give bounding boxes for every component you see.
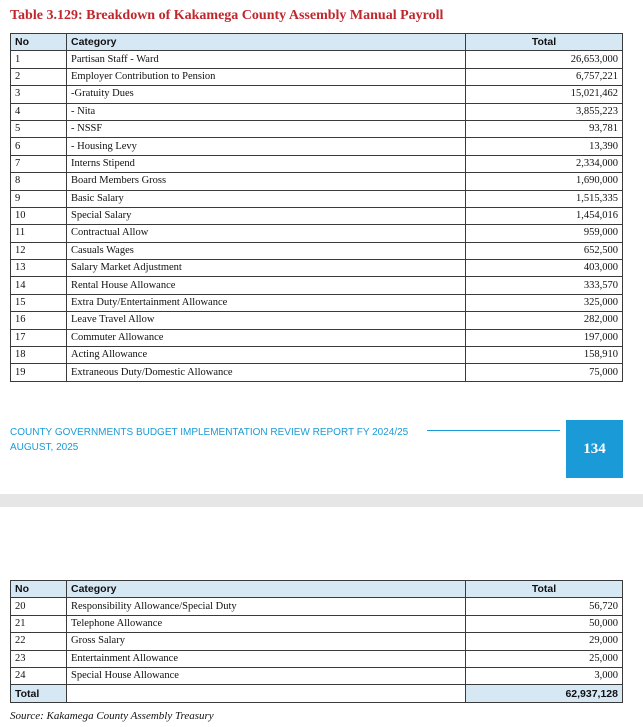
total-row [11,685,623,702]
cell-category: Special Salary [67,207,466,224]
cell-total: 1,454,016 [466,207,623,224]
table-row [11,242,623,259]
cell-total: 6,757,221 [466,68,623,85]
table-row [11,277,623,294]
cell-total: 29,000 [466,633,623,650]
cell-no: 20 [11,598,67,615]
cell-total: 50,000 [466,615,623,632]
cell-category: -Gratuity Dues [67,86,466,103]
cell-total: 25,000 [466,650,623,667]
cell-category: Casuals Wages [67,242,466,259]
table-row [11,615,623,632]
table-row [11,650,623,667]
table-row [11,173,623,190]
table-row [11,225,623,242]
table-row [11,347,623,364]
cell-no: 5 [11,120,67,137]
cell-total: 56,720 [466,598,623,615]
footer-report-title: COUNTY GOVERNMENTS BUDGET IMPLEMENTATION REVIEW REPORT FY 2024/25 [10,427,409,438]
cell-category: Board Members Gross [67,173,466,190]
table-row [11,633,623,650]
footer-date: AUGUST, 2025 [10,442,79,453]
column-header-category: Category [67,34,466,51]
cell-no: 9 [11,190,67,207]
cell-no: 17 [11,329,67,346]
cell-category: Entertainment Allowance [67,650,466,667]
cell-no: 7 [11,155,67,172]
cell-no: 14 [11,277,67,294]
cell-total: 1,690,000 [466,173,623,190]
cell-category: Employer Contribution to Pension [67,68,466,85]
cell-total: 325,000 [466,294,623,311]
cell-total: 75,000 [466,364,623,381]
cell-total: 282,000 [466,312,623,329]
footer-divider [427,430,560,431]
table-row [11,190,623,207]
cell-category: Rental House Allowance [67,277,466,294]
grand-total-value: 62,937,128 [466,685,623,702]
table-row [11,86,623,103]
table-row [11,329,623,346]
table-row [11,598,623,615]
cell-no: 23 [11,650,67,667]
cell-category: Contractual Allow [67,225,466,242]
cell-category: - Housing Levy [67,138,466,155]
cell-category: Commuter Allowance [67,329,466,346]
table-row [11,667,623,684]
column-header-total: Total [466,34,623,51]
cell-total: 333,570 [466,277,623,294]
cell-category: Responsibility Allowance/Special Duty [67,598,466,615]
table-row [11,155,623,172]
cell-total: 959,000 [466,225,623,242]
cell-no: 1 [11,51,67,68]
cell-category: Acting Allowance [67,347,466,364]
cell-total: 197,000 [466,329,623,346]
total-label: Total [11,685,67,702]
table-body-part1 [11,51,623,381]
source-note: Source: Kakamega County Assembly Treasury [10,710,214,722]
table-row [11,51,623,68]
cell-no: 24 [11,667,67,684]
table-row [11,120,623,137]
cell-category: Leave Travel Allow [67,312,466,329]
cell-no: 13 [11,260,67,277]
payroll-table-part1 [10,33,623,382]
cell-category: Extraneous Duty/Domestic Allowance [67,364,466,381]
cell-no: 10 [11,207,67,224]
cell-total: 3,000 [466,667,623,684]
cell-total: 26,653,000 [466,51,623,68]
column-header-no: No [11,34,67,51]
cell-no: 22 [11,633,67,650]
table-title: Table 3.129: Breakdown of Kakamega County Assembly Manual Payroll [10,8,444,23]
table-row [11,103,623,120]
cell-no: 11 [11,225,67,242]
table-row [11,138,623,155]
table-row [11,260,623,277]
cell-category: Gross Salary [67,633,466,650]
cell-total: 158,910 [466,347,623,364]
cell-no: 16 [11,312,67,329]
cell-no: 19 [11,364,67,381]
cell-no: 21 [11,615,67,632]
table-row [11,364,623,381]
cell-category: Telephone Allowance [67,615,466,632]
table-row [11,207,623,224]
cell-no: 4 [11,103,67,120]
table-row [11,294,623,311]
cell-no: 6 [11,138,67,155]
cell-total: 3,855,223 [466,103,623,120]
total-category-cell [67,685,466,702]
table-header-row [11,34,623,51]
report-footer [10,425,422,455]
cell-no: 18 [11,347,67,364]
cell-no: 8 [11,173,67,190]
cell-category: Special House Allowance [67,667,466,684]
cell-category: - Nita [67,103,466,120]
table-header-row [11,581,623,598]
cell-category: Basic Salary [67,190,466,207]
cell-total: 15,021,462 [466,86,623,103]
column-header-category: Category [67,581,466,598]
cell-no: 2 [11,68,67,85]
cell-total: 1,515,335 [466,190,623,207]
cell-total: 2,334,000 [466,155,623,172]
column-header-total: Total [466,581,623,598]
cell-no: 3 [11,86,67,103]
cell-total: 403,000 [466,260,623,277]
table-body-part2 [11,598,623,685]
page-number-badge: 134 [566,420,623,478]
cell-total: 652,500 [466,242,623,259]
table-row [11,312,623,329]
cell-category: - NSSF [67,120,466,137]
cell-category: Extra Duty/Entertainment Allowance [67,294,466,311]
payroll-table-part2 [10,580,623,703]
cell-category: Partisan Staff - Ward [67,51,466,68]
cell-total: 13,390 [466,138,623,155]
cell-category: Interns Stipend [67,155,466,172]
cell-category: Salary Market Adjustment [67,260,466,277]
cell-no: 15 [11,294,67,311]
column-header-no: No [11,581,67,598]
table-row [11,68,623,85]
cell-total: 93,781 [466,120,623,137]
page-separator [0,494,643,507]
cell-no: 12 [11,242,67,259]
